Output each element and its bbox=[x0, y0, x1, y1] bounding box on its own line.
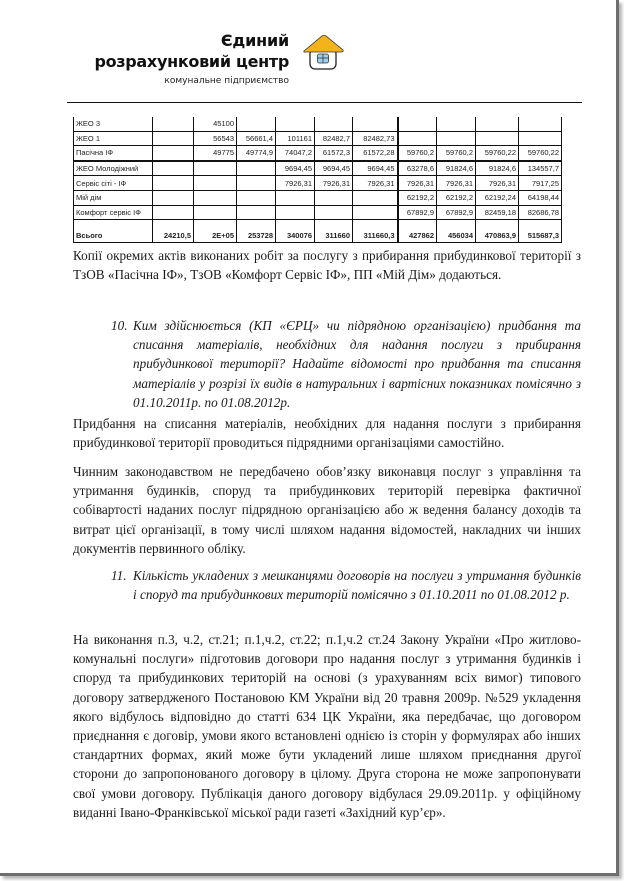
paragraph-contracts: На виконання п.3, ч.2, ст.21; п.1,ч.2, ст.22; п.1,ч.2 ст.24 Закону України «Про житлово-комунальні послуги» підготовив договори про надання послуг з утримання будинків і споруд та прибудинкових територій на основі (з урахуванням всіх вимог) типового договору затвердженого Постановою КМ України від 20 травня 2009р. №529 укладення якого відбулось відповідно до статті 634 ЦК України, яка передбачає, що договором приєднання є договір, умови якого встановлені однією із сторін у формулярах або інших стандартних формах, який може бути укладений лише шляхом приєднання другої сторони до запропонованого договору в цілому. Друга сторона не може запропонувати свої умови договору. Публікація даного договору відбулася 29.09.2011р. у офіційному виданні Івано-Франківської міської ради газеті «Західний кур’єр». bbox=[73, 632, 581, 820]
row-label: Мій дім bbox=[74, 190, 153, 205]
cell: 74047,2 bbox=[276, 146, 315, 161]
cell bbox=[153, 190, 194, 205]
question-text: Кількість укладених з мешканцями договорів на послуги з утримання будинків і споруд та прибудинкових територій помісячно з 01.10.2011 по 01.08.2012 р. bbox=[133, 568, 581, 603]
header-divider bbox=[67, 102, 582, 103]
cell: 61572,28 bbox=[353, 146, 398, 161]
cell: 62192,2 bbox=[398, 190, 437, 205]
cell bbox=[153, 161, 194, 176]
question-number: 10. bbox=[111, 318, 128, 333]
cell: 7926,31 bbox=[276, 176, 315, 191]
total-cell: 311660,3 bbox=[353, 220, 398, 243]
cell: 7926,31 bbox=[476, 176, 519, 191]
row-label: Сервіс сіті - ІФ bbox=[74, 176, 153, 191]
cell: 63278,6 bbox=[398, 161, 437, 176]
cell bbox=[315, 117, 353, 131]
cell bbox=[519, 131, 562, 146]
cell bbox=[476, 117, 519, 131]
paragraph-acts: Копії окремих актів виконаних робіт за послугу з прибирання прибудинкової території з ТзОВ «Пасічна ІФ», ТзОВ «Комфорт Сервіс ІФ», ПП «Мій Дім» додаються. bbox=[73, 248, 581, 283]
question-10 bbox=[111, 316, 581, 412]
cell: 82482,73 bbox=[353, 131, 398, 146]
total-cell: 253728 bbox=[237, 220, 276, 243]
cell bbox=[315, 190, 353, 205]
cell: 49775 bbox=[194, 146, 237, 161]
question-number: 11. bbox=[111, 568, 127, 583]
table-row bbox=[74, 176, 562, 191]
cell: 7926,31 bbox=[398, 176, 437, 191]
cell: 45100 bbox=[194, 117, 237, 131]
cell bbox=[237, 190, 276, 205]
cell bbox=[194, 161, 237, 176]
brand-subtitle: комунальне підприємство bbox=[164, 76, 289, 86]
brand-name-line1: Єдиний bbox=[220, 31, 289, 50]
cell bbox=[276, 117, 315, 131]
total-cell: 427862 bbox=[398, 220, 437, 243]
cell: 67892,9 bbox=[398, 205, 437, 220]
cell: 7926,31 bbox=[353, 176, 398, 191]
cell bbox=[398, 131, 437, 146]
cell bbox=[153, 146, 194, 161]
cell: 64198,44 bbox=[519, 190, 562, 205]
brand-name-line2: розрахунковий центр bbox=[94, 52, 289, 71]
row-label: ЖЕО 3 bbox=[74, 117, 153, 131]
cell bbox=[437, 131, 476, 146]
cell: 49774,9 bbox=[237, 146, 276, 161]
cell bbox=[153, 205, 194, 220]
cell: 9694,45 bbox=[276, 161, 315, 176]
cell: 56543 bbox=[194, 131, 237, 146]
table-total-row bbox=[74, 220, 562, 243]
cell: 59760,22 bbox=[476, 146, 519, 161]
total-label: Всього bbox=[74, 220, 153, 243]
total-cell: 340076 bbox=[276, 220, 315, 243]
total-cell: 470863,9 bbox=[476, 220, 519, 243]
cell: 134557,7 bbox=[519, 161, 562, 176]
cell bbox=[153, 117, 194, 131]
cell: 82459,18 bbox=[476, 205, 519, 220]
cell bbox=[276, 205, 315, 220]
cell bbox=[476, 131, 519, 146]
cell bbox=[237, 176, 276, 191]
cell: 7926,31 bbox=[315, 176, 353, 191]
cell bbox=[353, 190, 398, 205]
cell bbox=[153, 176, 194, 191]
cell bbox=[194, 176, 237, 191]
cell: 59760,2 bbox=[437, 146, 476, 161]
total-cell: 515687,3 bbox=[519, 220, 562, 243]
cell: 7926,31 bbox=[437, 176, 476, 191]
cell bbox=[276, 190, 315, 205]
table-row bbox=[74, 205, 562, 220]
table-row bbox=[74, 161, 562, 176]
cell bbox=[519, 117, 562, 131]
cell bbox=[353, 117, 398, 131]
table-row bbox=[74, 190, 562, 205]
cell bbox=[153, 131, 194, 146]
table-row bbox=[74, 146, 562, 161]
row-label: ЖЕО Молодіжний bbox=[74, 161, 153, 176]
cell bbox=[353, 205, 398, 220]
cell: 82686,78 bbox=[519, 205, 562, 220]
cell bbox=[237, 205, 276, 220]
cell: 59760,22 bbox=[519, 146, 562, 161]
paragraph-legislation: Чинним законодавством не передбачено обов’язку виконавця послуг з управління та утримання будинків, споруд та прибудинкових територій перевірка фактичної собівартості наданих послуг підрядною організацією або ж ведення балансу доходів та витрат цієї організації, в тому числі шляхом надання відомостей, накладних чи інших документів первинного обліку. bbox=[73, 464, 581, 556]
cell: 61572,3 bbox=[315, 146, 353, 161]
question-text: Ким здійснюється (КП «ЄРЦ» чи підрядною організацією) придбання та списання матеріалів, необхідних для надання послуги з прибирання прибудинкової території? Надайте відомості про придбання та списання матеріалів у розрізі їх видів в натуральних і вартісних показниках помісячно з 01.10.2011р. по 01.08.2012р. bbox=[133, 318, 581, 410]
cell: 9694,45 bbox=[353, 161, 398, 176]
question-11 bbox=[111, 566, 581, 604]
cell: 91824,6 bbox=[476, 161, 519, 176]
cell: 62192,2 bbox=[437, 190, 476, 205]
house-icon bbox=[302, 33, 346, 73]
cell: 56661,4 bbox=[237, 131, 276, 146]
total-cell: 456034 bbox=[437, 220, 476, 243]
cell bbox=[237, 161, 276, 176]
total-cell: 2E+05 bbox=[194, 220, 237, 243]
cell: 62192,24 bbox=[476, 190, 519, 205]
cell: 91824,6 bbox=[437, 161, 476, 176]
cell: 101161 bbox=[276, 131, 315, 146]
cell bbox=[315, 205, 353, 220]
row-label: Пасічна ІФ bbox=[74, 146, 153, 161]
table-row bbox=[74, 131, 562, 146]
data-table bbox=[73, 117, 562, 243]
letterhead bbox=[0, 0, 616, 110]
cell bbox=[194, 190, 237, 205]
cell bbox=[437, 117, 476, 131]
table-row bbox=[74, 117, 562, 131]
total-cell: 24210,5 bbox=[153, 220, 194, 243]
cell bbox=[398, 117, 437, 131]
cell: 7917,25 bbox=[519, 176, 562, 191]
cell: 59760,2 bbox=[398, 146, 437, 161]
cell: 9694,45 bbox=[315, 161, 353, 176]
cell: 67892,9 bbox=[437, 205, 476, 220]
cell bbox=[237, 117, 276, 131]
total-cell: 311660 bbox=[315, 220, 353, 243]
cell bbox=[194, 205, 237, 220]
cell: 82482,7 bbox=[315, 131, 353, 146]
row-label: Комфорт сервіс ІФ bbox=[74, 205, 153, 220]
row-label: ЖЕО 1 bbox=[74, 131, 153, 146]
paragraph-materials: Придбання на списання матеріалів, необхідних для надання послуги з прибирання прибудинкової території проводиться підрядними організаціями самостійно. bbox=[73, 416, 581, 451]
